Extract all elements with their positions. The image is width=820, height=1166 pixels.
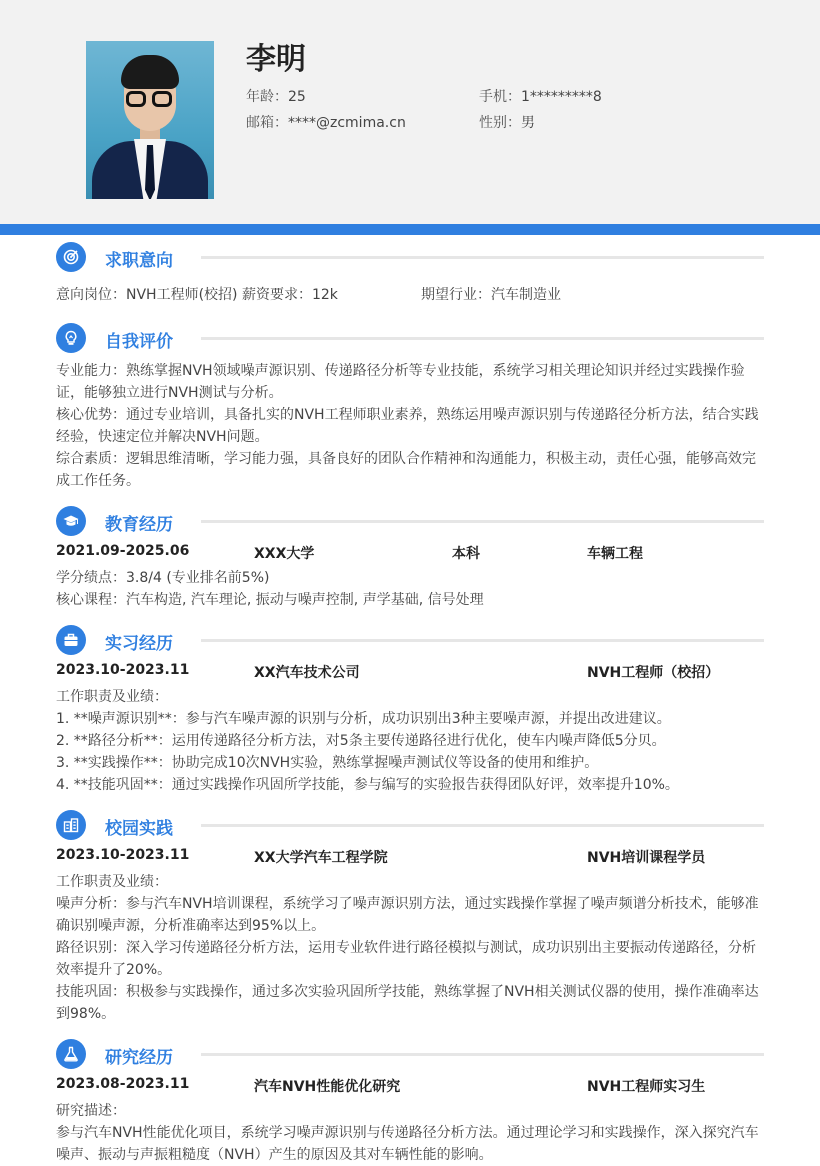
section-title: 校园实践 bbox=[105, 819, 173, 839]
campus-line: 路径识别：深入学习传递路径分析方法，运用专业软件进行路径模拟与测试，成功识别出主要振动传递路径，分析效率提升了20%。 bbox=[56, 940, 756, 978]
internship-line: 2. **路径分析**：运用传递路径分析方法，对5条主要传递路径进行优化，使车内噪声降低5分贝。 bbox=[56, 733, 666, 749]
research-desc-label: 研究描述： bbox=[56, 1103, 126, 1119]
education-row bbox=[56, 543, 764, 565]
accent-bar bbox=[0, 224, 820, 235]
flask-icon bbox=[56, 1039, 86, 1069]
research-project: 汽车NVH性能优化研究 bbox=[254, 1079, 401, 1095]
education-gpa: 学分绩点：3.8/4 (专业排名前5%) bbox=[56, 570, 270, 586]
internship-row bbox=[56, 662, 764, 684]
campus-org: XX大学汽车工程学院 bbox=[254, 850, 388, 866]
email-label: 邮箱： bbox=[246, 115, 288, 131]
phone-value: 1*********8 bbox=[521, 89, 602, 105]
candidate-name: 李明 bbox=[246, 42, 306, 77]
internship-role: NVH工程师（校招） bbox=[587, 665, 720, 681]
section-title: 求职意向 bbox=[105, 251, 173, 271]
section-job-intent bbox=[56, 242, 764, 274]
section-divider bbox=[201, 337, 764, 340]
job-intent-left: 意向岗位：NVH工程师(校招) 薪资要求：12k bbox=[56, 287, 338, 303]
internship-line: 4. **技能巩固**：通过实践操作巩固所学技能，参与编写的实验报告获得团队好评，效率提升10%。 bbox=[56, 777, 679, 793]
section-campus bbox=[56, 810, 764, 842]
campus-line: 技能巩固：积极参与实践操作，通过多次实验巩固所学技能，熟练掌握了NVH相关测试仪器的使用，操作准确率达到98%。 bbox=[56, 984, 759, 1022]
section-divider bbox=[201, 256, 764, 259]
campus-row bbox=[56, 847, 764, 869]
education-school: XXX大学 bbox=[254, 546, 315, 562]
profile-header bbox=[0, 0, 820, 224]
internship-line: 1. **噪声源识别**：参与汽车噪声源的识别与分析，成功识别出3种主要噪声源，并提出改进建议。 bbox=[56, 711, 671, 727]
section-divider bbox=[201, 520, 764, 523]
age-value: 25 bbox=[288, 89, 306, 105]
self-eval-paragraph: 综合素质：逻辑思维清晰，学习能力强，具备良好的团队合作精神和沟通能力，积极主动，责任心强，能够高效完成工作任务。 bbox=[56, 451, 756, 489]
graduation-cap-icon bbox=[56, 506, 86, 536]
education-period: 2021.09-2025.06 bbox=[56, 543, 190, 559]
section-title: 实习经历 bbox=[105, 634, 173, 654]
email-field bbox=[246, 112, 406, 132]
section-divider bbox=[201, 639, 764, 642]
education-major: 车辆工程 bbox=[587, 546, 643, 562]
gender-label: 性别： bbox=[479, 115, 521, 131]
internship-period: 2023.10-2023.11 bbox=[56, 662, 190, 678]
self-eval-paragraph: 核心优势：通过专业培训，具备扎实的NVH工程师职业素养，熟练运用噪声源识别与传递路径分析方法，结合实践经验，快速定位并解决NVH问题。 bbox=[56, 407, 759, 445]
education-degree: 本科 bbox=[452, 546, 480, 562]
section-title: 研究经历 bbox=[105, 1048, 173, 1068]
campus-role: NVH培训课程学员 bbox=[587, 850, 706, 866]
section-internship bbox=[56, 625, 764, 657]
section-title: 自我评价 bbox=[105, 332, 173, 352]
target-icon bbox=[56, 242, 86, 272]
age-field bbox=[246, 86, 306, 106]
research-role: NVH工程师实习生 bbox=[587, 1079, 706, 1095]
campus-line: 噪声分析：参与汽车NVH培训课程，系统学习了噪声源识别方法，通过实践操作掌握了噪声频谱分析技术，能够准确识别噪声源，分析准确率达到95%以上。 bbox=[56, 896, 759, 934]
gender-field bbox=[479, 112, 535, 132]
section-education bbox=[56, 506, 764, 538]
internship-company: XX汽车技术公司 bbox=[254, 665, 360, 681]
buildings-icon bbox=[56, 810, 86, 840]
internship-line: 工作职责及业绩： bbox=[56, 689, 168, 705]
email-value: ****@zcmima.cn bbox=[288, 115, 406, 131]
internship-line: 3. **实践操作**：协助完成10次NVH实验，熟练掌握噪声测试仪等设备的使用和维护。 bbox=[56, 755, 599, 771]
education-courses: 核心课程：汽车构造, 汽车理论, 振动与噪声控制, 声学基础, 信号处理 bbox=[56, 592, 484, 608]
section-divider bbox=[201, 1053, 764, 1056]
phone-field bbox=[479, 86, 602, 106]
section-title: 教育经历 bbox=[105, 515, 173, 535]
briefcase-icon bbox=[56, 625, 86, 655]
research-period: 2023.08-2023.11 bbox=[56, 1076, 190, 1092]
campus-line: 工作职责及业绩： bbox=[56, 874, 168, 890]
research-row bbox=[56, 1076, 764, 1098]
section-research bbox=[56, 1039, 764, 1071]
section-self-eval bbox=[56, 323, 764, 355]
age-label: 年龄： bbox=[246, 89, 288, 105]
gender-value: 男 bbox=[521, 115, 535, 131]
phone-label: 手机： bbox=[479, 89, 521, 105]
self-eval-paragraph: 专业能力：熟练掌握NVH领域噪声源识别、传递路径分析等专业技能，系统学习相关理论知识并经过实践操作验证，能够独立进行NVH测试与分析。 bbox=[56, 363, 745, 401]
profile-photo bbox=[86, 41, 214, 199]
bulb-icon bbox=[56, 323, 86, 353]
campus-period: 2023.10-2023.11 bbox=[56, 847, 190, 863]
section-divider bbox=[201, 824, 764, 827]
job-intent-right: 期望行业：汽车制造业 bbox=[421, 287, 561, 303]
research-desc: 参与汽车NVH性能优化项目，系统学习噪声源识别与传递路径分析方法。通过理论学习和实践操作，深入探究汽车噪声、振动与声振粗糙度（NVH）产生的原因及其对车辆性能的影响。 bbox=[56, 1125, 759, 1163]
